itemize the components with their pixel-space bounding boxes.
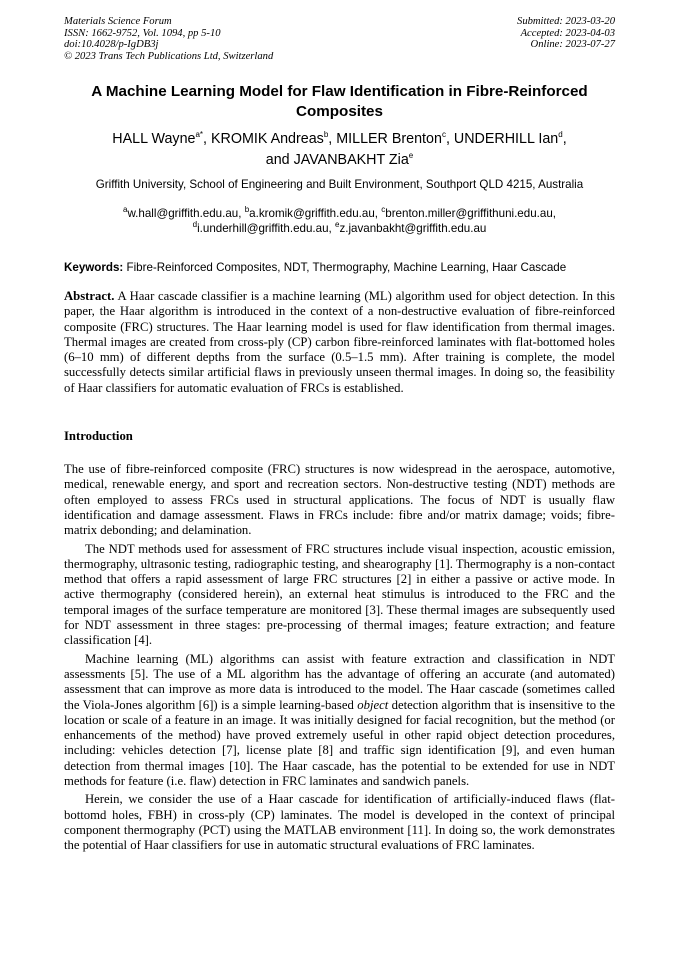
author-separator: , [562,131,567,147]
author-emails: $^a$w.hall@griffith.edu.au, $^b$a.kromik@griffith.edu.au, $^c$brenton.miller@griffithuni.edu.au, $^d$i.underhill@griffith.edu.au, $^e$z.javanbakht@griffith.edu.au [122,205,557,235]
email-c: brenton.miller@griffithuni.edu.au [385,207,553,220]
author [112,131,211,147]
author-list [64,129,615,171]
journal-name: Materials Science Forum [64,16,172,27]
author [211,131,336,147]
author-marker: c [441,130,446,140]
paragraph: Herein, we consider the use of a Haar cascade for identification of artificially-induced flaws (flat-bottomd holes, FBH) in cross-ply (CP) laminates. The model is developed in the context of principal component thermography (PCT) using the MATLAB environment [11]. In doing so, the work demonstrates the potential of Haar classifiers for use in automatic structural evaluations of FRC laminates. [64,792,615,853]
author-separator: , [328,131,337,147]
paper-title: A Machine Learning Model for Flaw Identification in Fibre-Reinforced Composites [91,83,588,120]
author-marker: e [408,151,414,161]
email-a: w.hall@griffith.edu.au [127,207,239,220]
author-name: UNDERHILL Ian [453,131,559,147]
publication-dates [517,16,615,51]
author-marker: b [323,130,329,140]
paragraph-text: detection algorithm that is insensitive to the location or scale of a feature in an image. It was initially designed for facial recognition, but the method (or enhancements of the method) have proved extremely useful in other rapid object detection procedures, including: vehicles detection [7], license plate [8] and traffic sign identification [9], and even human detection from thermal images [10]. The Haar cascade, has the potential to be extended for use in NDT methods for feature (i.e. flaw) detection in FRC laminates and sandwich panels. [64,697,615,789]
paragraph-text: Machine learning (ML) algorithms can assist with feature extraction and classification in NDT assessments [5]. The use of a ML algorithm has the advantage of offering an accurate (and automated) assessment that can improve as more data is introduced to the model. The Haar cascade (sometimes called the Viola-Jones algorithm [6]) is a simple learning-based [64,651,615,712]
emphasis-text: object [357,697,389,712]
author [454,131,567,147]
paragraph: The NDT methods used for assessment of FRC structures include visual inspection, acoustic emission, thermography, ultrasonic testing, radiographic testing, and shearography [1]. Thermography is a non-contact method that offers a rapid assessment of large FRC structures [2] in either a passive or active mode. In active thermography (considered herein), an external heat stimulus is introduced to the FRC and the temporal images of the surface temperature are monitored [3]. These thermal images are subsequently used for NDT assessment in three stages: pre-processing of thermal images; feature extraction; and feature classification [4]. [64,541,615,648]
abstract-text: A Haar cascade classifier is a machine learning (ML) algorithm used for object detection. In this paper, the Haar algorithm is introduced in the context of a non-destructive evaluation of fibre-reinforced composite (FRC) structures. The Haar learning model is used for flaw identification from thermal images. Thermal images are created from cross-ply (CP) carbon fibre-reinforced laminates with flat-bottomed holes (6–10 mm) of different depths from the surface (0.5–1.5 mm). After training is complete, the model successfully detects similar artificial flaws in previously unseen thermal images. In doing so, the feasibility of Haar classifiers for automatic evaluation of FRCs is established. [64,289,615,395]
doi: doi:10.4028/p-IgDB3j [64,39,159,51]
email-d: i.underhill@griffith.edu.au [197,222,329,235]
author-name: and JAVANBAKHT Zia [265,152,409,168]
abstract-label: Abstract. [64,289,115,303]
copyright: © 2023 Trans Tech Publications Ltd, Switzerland [64,50,274,62]
accepted-date: Accepted: 2023-04-03 [520,27,615,39]
abstract [64,289,615,396]
submitted-date: Submitted: 2023-03-20 [517,16,615,27]
author-separator: , [203,131,211,147]
keywords-text: Fibre-Reinforced Composites, NDT, Thermography, Machine Learning, Haar Cascade [126,261,567,274]
keywords [64,260,615,275]
section-heading-introduction: Introduction [64,429,133,444]
email-b: a.kromik@griffith.edu.au [249,207,375,220]
author-marker: a* [195,130,204,140]
author-separator: , [445,131,454,147]
paragraph [64,652,615,790]
email-e: z.javanbakht@griffith.edu.au [339,222,487,235]
author [266,152,413,168]
author-name: MILLER Brenton [336,131,442,147]
affiliation: Griffith University, School of Engineering and Built Environment, Southport QLD 4215, Australia [95,178,584,191]
author [336,131,454,147]
online-date: Online: 2023-07-27 [530,39,615,51]
author-name: HALL Wayne [112,131,196,147]
keywords-label: Keywords: [64,261,124,274]
paragraph: The use of fibre-reinforced composite (FRC) structures is now widespread in the aerospace, automotive, medical, renewable energy, and sport and recreation sectors. Non-destructive testing (NDT) methods are often employed to assess FRCs used in structural applications. The focus of NDT is usually flaw identification and damage assessment. Flaws in FRCs include: fibre and/or matrix damage; voids; fibre-matrix debonding; and delamination. [64,462,615,538]
author-name: KROMIK Andreas [210,131,324,147]
paper-page [64,14,615,854]
issn: ISSN: 1662-9752, Vol. 1094, pp 5-10 [64,27,221,39]
page-header [64,14,615,68]
publication-info [64,16,273,62]
author-marker: d [558,130,563,140]
